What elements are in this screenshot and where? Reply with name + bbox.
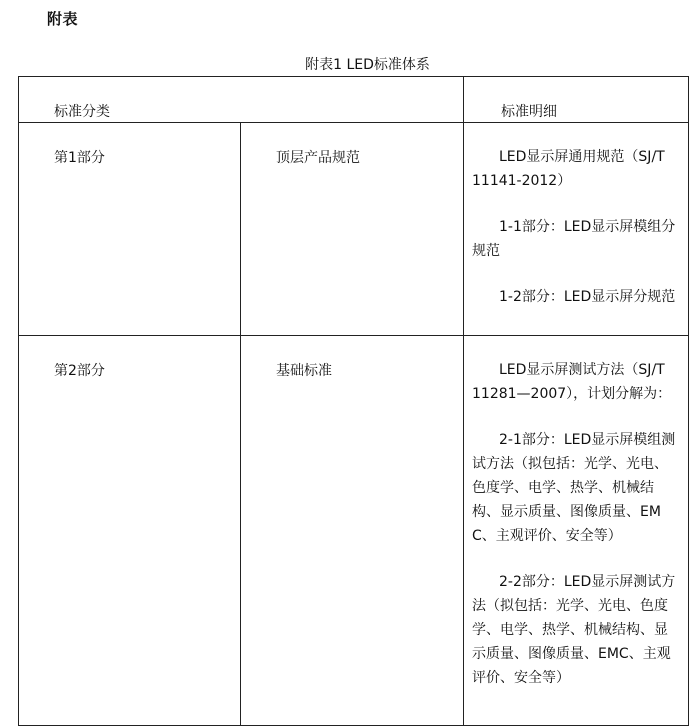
detail-paragraph: LED显示屏测试方法（SJ/T 11281—2007），计划分解为： [472,362,672,402]
detail-paragraph: 1-2部分：LED显示屏分规范 [499,289,676,305]
detail-paragraph: 2-1部分：LED显示屏模组测试方法（拟包括：光学、光电、色度学、电学、热学、机械结构、显示质量、图像质量、EMC、主观评价、安全等） [472,432,676,544]
detail-cell [464,336,689,726]
name-cell: 顶层产品规范 [241,123,464,336]
led-standards-table [18,76,689,726]
part-cell: 第2部分 [19,336,241,726]
detail-cell [464,123,689,336]
detail-paragraph: LED显示屏通用规范（SJ/T 11141-2012） [472,149,665,189]
table-caption: 附表1 LED标准体系 [305,57,430,73]
detail-paragraph: 2-2部分：LED显示屏测试方法（拟包括：光学、光电、色度学、电学、热学、机械结构、显示质量、图像质量、EMC、主观评价、安全等） [472,574,676,686]
header-category: 标准分类 [19,77,464,123]
part-cell: 第1部分 [19,123,241,336]
header-detail: 标准明细 [464,77,689,123]
table-header-row [19,77,689,123]
section-heading: 附表 [47,10,79,28]
table-row [19,123,689,336]
detail-paragraph: 1-1部分：LED显示屏模组分规范 [472,219,676,259]
name-cell: 基础标准 [241,336,464,726]
table-row [19,336,689,726]
